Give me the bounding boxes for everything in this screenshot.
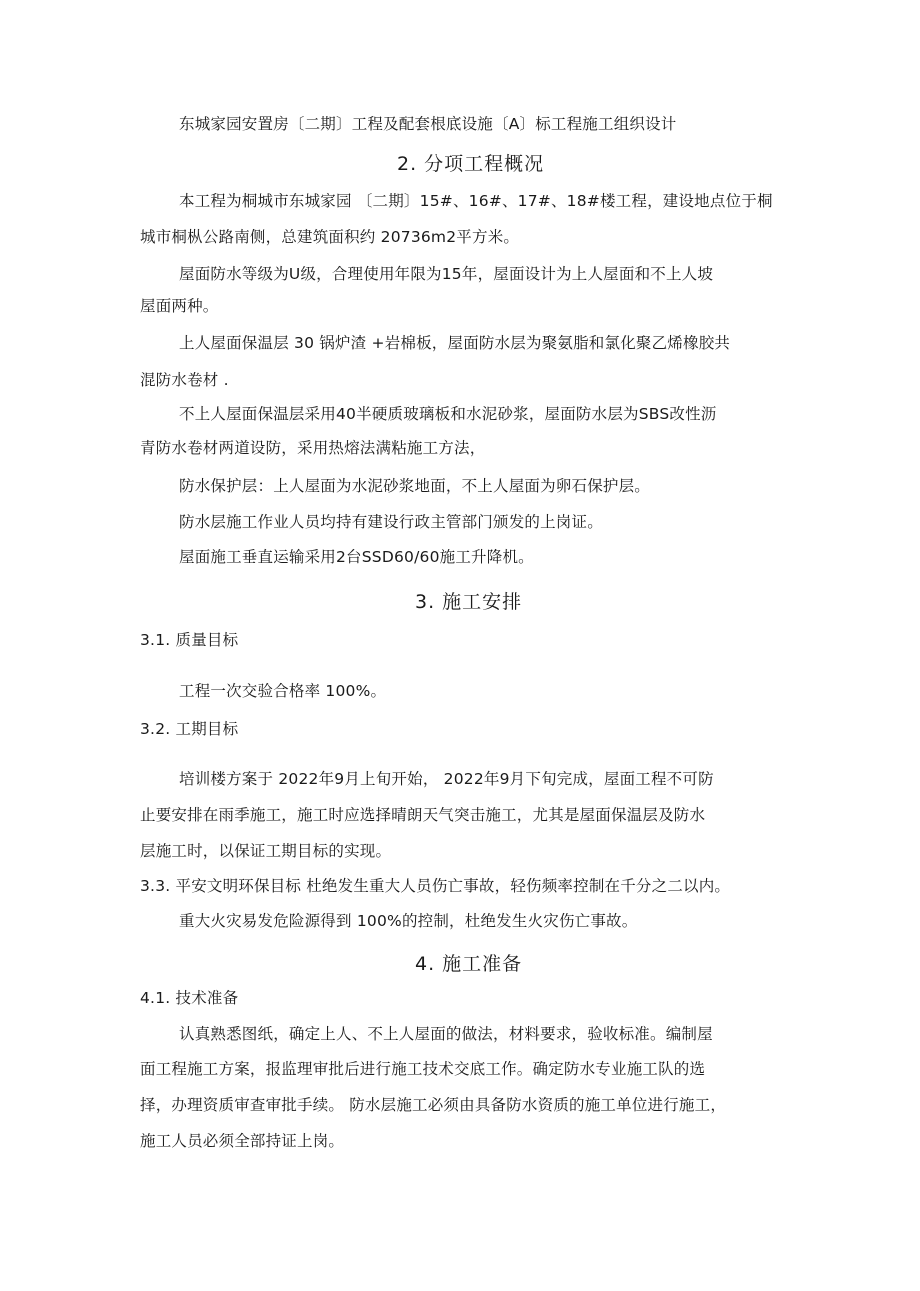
- subsection-3-3-line: 3.3. 平安文明环保目标 杜绝发生重大人员伤亡事故，轻伤频率控制在千分之二以内。: [140, 877, 731, 895]
- paragraph-line: 面工程施工方案，报监理审批后进行施工技术交底工作。确定防水专业施工队的选: [140, 1060, 706, 1078]
- paragraph-line: 青防水卷材两道设防，采用热熔法满粘施工方法，: [140, 439, 486, 457]
- paragraph-line: 层施工时，以保证工期目标的实现。: [140, 842, 392, 860]
- paragraph-line: 重大火灾易发危险源得到 100%的控制，杜绝发生火灾伤亡事故。: [179, 912, 638, 930]
- paragraph-line: 工程一次交验合格率 100%。: [179, 682, 387, 700]
- paragraph-line: 不上人屋面保温层采用40半硬质玻璃板和水泥砂浆，屋面防水层为SBS改性沥: [179, 405, 717, 423]
- section-2-title: 2. 分项工程概况: [397, 153, 545, 175]
- paragraph-line: 屋面防水等级为U级，合理使用年限为15年，屋面设计为上人屋面和不上人坡: [179, 265, 714, 283]
- paragraph-line: 认真熟悉图纸，确定上人、不上人屋面的做法，材料要求，验收标准。编制屋: [179, 1025, 713, 1043]
- paragraph-line: 屋面施工垂直运输采用2台SSD60/60施工升降机。: [179, 548, 534, 566]
- paragraph-line: 城市桐枞公路南侧，总建筑面积约 20736m2平方米。: [140, 228, 520, 246]
- subsection-3-2-heading: 3.2. 工期目标: [140, 720, 239, 738]
- paragraph-line: 施工人员必须全部持证上岗。: [140, 1132, 345, 1150]
- paragraph-line: 上人屋面保温层 30 锅炉渣 +岩棉板，屋面防水层为聚氨脂和氯化聚乙烯橡胶共: [179, 334, 731, 352]
- subsection-4-1-heading: 4.1. 技术准备: [140, 989, 239, 1007]
- paragraph-line: 止要安排在雨季施工，施工时应选择晴朗天气突击施工，尤其是屋面保温层及防水: [140, 806, 706, 824]
- paragraph-line: 防水保护层：上人屋面为水泥砂浆地面，不上人屋面为卵石保护层。: [179, 477, 651, 495]
- paragraph-line: 培训楼方案于 2022年9月上旬开始， 2022年9月下旬完成，屋面工程不可防: [179, 770, 714, 788]
- paragraph-line: 防水层施工作业人员均持有建设行政主管部门颁发的上岗证。: [179, 513, 603, 531]
- paragraph-line: 择，办理资质审查审批手续。 防水层施工必须由具备防水资质的施工单位进行施工，: [140, 1096, 727, 1114]
- section-4-title: 4. 施工准备: [415, 953, 523, 975]
- section-3-title: 3. 施工安排: [415, 591, 523, 613]
- paragraph-line: 本工程为桐城市东城家园 〔二期〕15#、16#、17#、18#楼工程，建设地点位于桐: [179, 192, 773, 210]
- paragraph-line: 混防水卷材 .: [140, 371, 229, 389]
- paragraph-line: 屋面两种。: [140, 297, 219, 315]
- subsection-3-1-heading: 3.1. 质量目标: [140, 631, 239, 649]
- document-header: 东城家园安置房〔二期〕工程及配套根底设施〔A〕标工程施工组织设计: [179, 115, 677, 133]
